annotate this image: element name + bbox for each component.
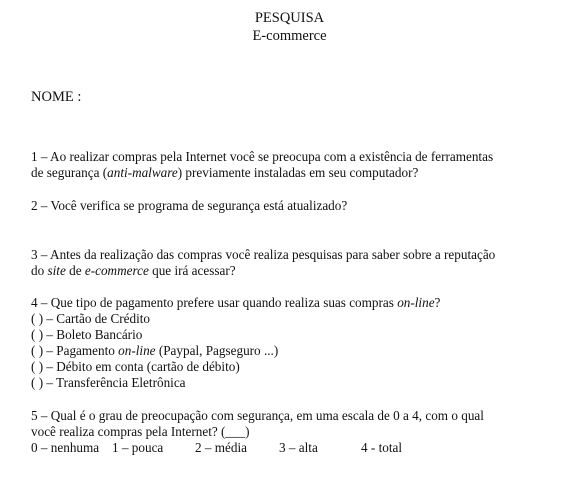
question-3-line-2: do site de e-commerce que irá acessar? xyxy=(31,263,236,278)
question-4-option-credit-card: ( ) – Cartão de Crédito xyxy=(31,311,151,326)
scale-option-3: 3 – alta xyxy=(279,440,318,455)
question-4-option-online-payment: ( ) – Pagamento on-line (Paypal, Pagseguro ...) xyxy=(31,343,279,358)
question-3-line-1: 3 – Antes da realização das compras você realiza pesquisas para saber sobre a reputação xyxy=(31,247,496,262)
question-4-option-debit: ( ) – Débito em conta (cartão de débito) xyxy=(31,359,240,374)
question-1-line-2: de segurança (anti-malware) previamente instaladas em seu computador? xyxy=(31,165,419,180)
question-4-option-transfer: ( ) – Transferência Eletrônica xyxy=(31,375,186,390)
document-title: PESQUISA xyxy=(254,10,325,26)
scale-option-2: 2 – média xyxy=(195,440,248,455)
scale-option-4: 4 - total xyxy=(361,440,403,455)
question-5-line-2: você realiza compras pela Internet? (___) xyxy=(31,424,250,439)
name-label: NOME : xyxy=(31,89,82,105)
document-subtitle: E-commerce xyxy=(252,28,327,44)
question-4-option-boleto: ( ) – Boleto Bancário xyxy=(31,327,143,342)
question-4-line-1: 4 – Que tipo de pagamento prefere usar quando realiza suas compras on-line? xyxy=(31,295,441,310)
question-2-line-1: 2 – Você verifica se programa de segurança está atualizado? xyxy=(31,198,348,213)
question-5-line-1: 5 – Qual é o grau de preocupação com segurança, em uma escala de 0 a 4, com o qual xyxy=(31,408,484,423)
question-1-line-1: 1 – Ao realizar compras pela Internet você se preocupa com a existência de ferramentas xyxy=(31,149,494,164)
scale-option-1: 1 – pouca xyxy=(112,440,164,455)
scale-option-0: 0 – nenhuma xyxy=(31,440,100,455)
